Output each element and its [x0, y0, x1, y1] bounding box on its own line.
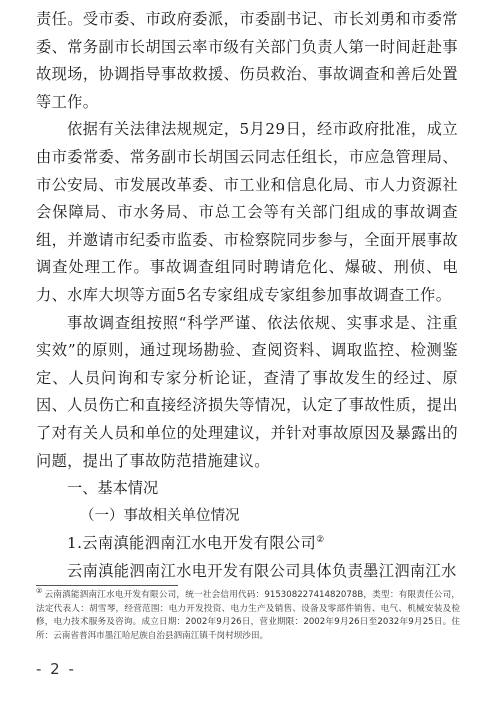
- body-text: [36, 6, 458, 585]
- footnote-divider: [36, 585, 178, 586]
- footnote: [36, 589, 460, 643]
- paragraph-investigation-team: 依据有关法律法规规定，5月29日，经市政府批准，成立由市委常委、常务副市长胡国云同志任组长，市应急管理局、市公安局、市发展改革委、市工业和信息化局、市人力资源社会保障局、市水务局、市总工会等有关部门组成的事故调查组，并邀请市纪委市监委、市检察院同步参与，全面开展事故调查处理工作。事故调查组同时聘请危化、爆破、刑侦、电力、水库大坝等方面5名专家组成专家组参加事故调查工作。: [36, 120, 458, 304]
- paragraph-responsibility: 责任。受市委、市政府委派，市委副书记、市长刘勇和市委常委、常务副市长胡国云率市级有关部门负责人第一时间赶赴事故现场，协调指导事故救援、伤员救治、事故调查和善后处置等工作。: [36, 10, 458, 111]
- item-heading-company: [36, 530, 458, 558]
- item-heading-company-title: 1.云南滇能泗南江水电开发有限公司: [67, 534, 317, 553]
- footnote-reference: ②: [316, 535, 325, 546]
- paragraph-investigation-principles: 事故调查组按照“科学严谨、依法依规、实事求是、注重实效”的原则，通过现场勘验、查阅资料、调取监控、检测鉴定、人员问询和专家分析论证，查清了事故发生的经过、原因、人员伤亡和直接经济损失等情况，认定了事故性质，提出了对有关人员和单位的处理建议，并针对事故原因及暴露出的问题，提出了事故防范措施建议。: [36, 313, 458, 470]
- footnote-text: 云南滇能泗南江水电开发有限公司，统一社会信用代码：91530822741482078B，类型：有限责任公司，法定代表人：胡雪琴，经营范围：电力开发投资、电力生产及销售、设备及零部件销售、电气、机械安装及检修，电力技术服务及咨询。成立日期：2002年9月26日，营业期限：2002年9月26日至2032年9月25日。住所：云南省普洱市墨江哈尼族自治县泗南江镇千岗村坝沙田。: [36, 590, 460, 641]
- page-number: - 2 -: [36, 660, 76, 678]
- section-heading-basic-info: 一、基本情况: [67, 479, 159, 498]
- footnote-mark: ②: [36, 587, 43, 596]
- subsection-heading-related-units: （一）事故相关单位情况: [80, 507, 240, 524]
- paragraph-company-responsibility: 云南滇能泗南江水电开发有限公司具体负责墨江泗南江水: [67, 561, 457, 580]
